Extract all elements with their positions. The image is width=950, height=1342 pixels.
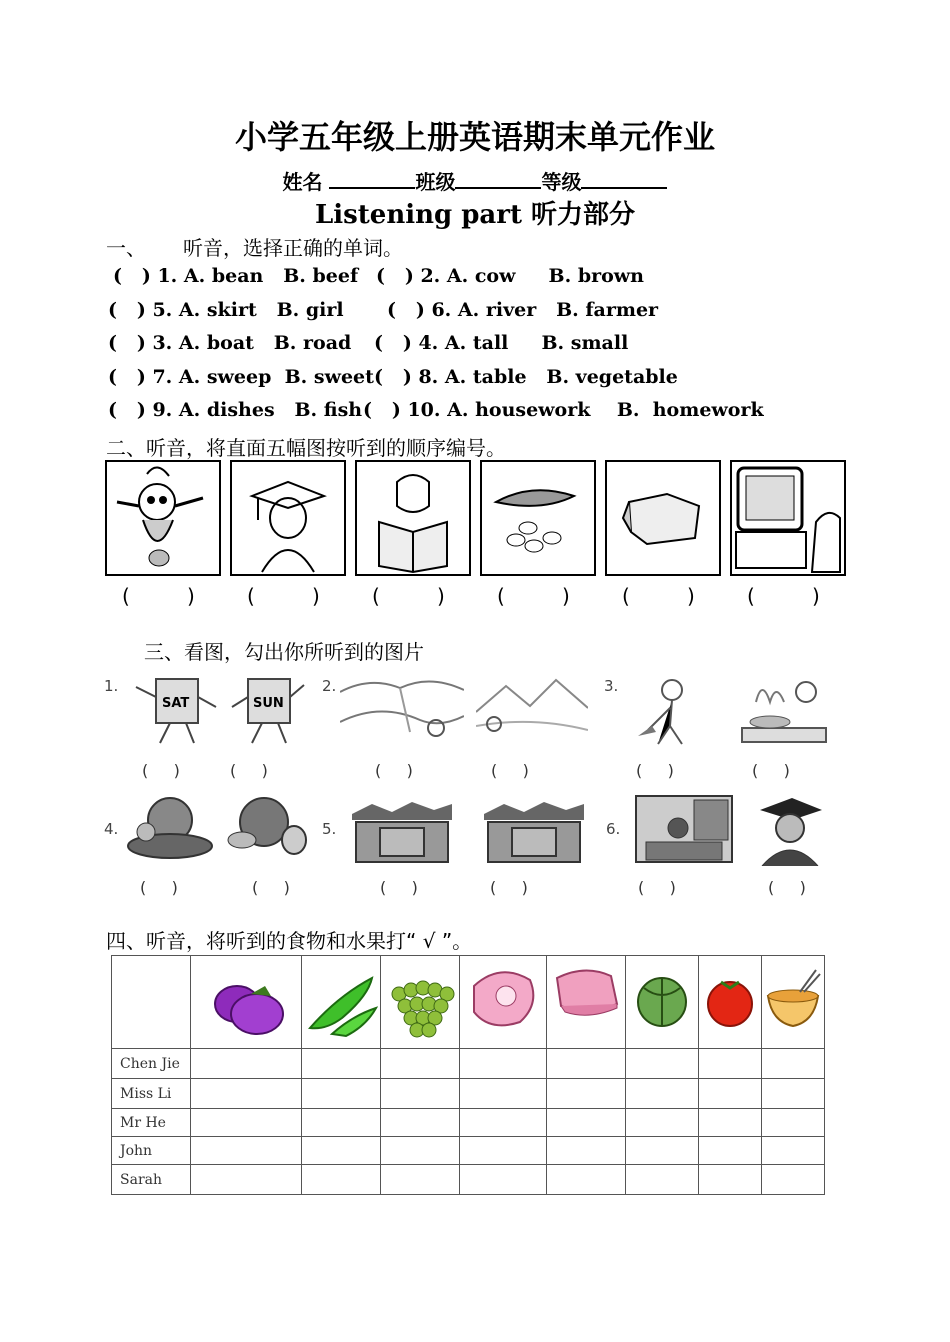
food-noodles: [762, 956, 825, 1049]
question-2[interactable]: ( ) 2. A. cow B. brown: [376, 265, 644, 287]
pick-paren-3b[interactable]: ( ): [752, 761, 790, 780]
broom-icon: [630, 670, 714, 748]
river-icon: [340, 672, 464, 740]
listening-subtitle: Listening part 听力部分: [314, 200, 636, 230]
picture-river: [340, 672, 464, 740]
name-blank[interactable]: [329, 169, 415, 189]
food-tomato: [699, 956, 762, 1049]
table-row: [112, 1165, 825, 1195]
pick-paren-1a[interactable]: ( ): [142, 761, 180, 780]
group-number-1: 1.: [104, 677, 119, 695]
food-peas: [302, 956, 381, 1049]
picture-sweeping: [630, 670, 714, 748]
stove-icon: [736, 668, 832, 748]
tofu-icon: [607, 462, 719, 574]
tomato-icon: [699, 956, 761, 1044]
eggplant-icon: [191, 956, 301, 1044]
table-row: [112, 1049, 825, 1079]
answer-paren-3[interactable]: ( ): [372, 584, 445, 608]
pick-paren-6a[interactable]: ( ): [638, 878, 676, 897]
pork-icon: [460, 956, 546, 1044]
question-5[interactable]: ( ) 5. A. skirt B. girl: [108, 299, 344, 321]
answer-paren-2[interactable]: ( ): [247, 584, 320, 608]
answer-paren-1[interactable]: ( ): [122, 584, 195, 608]
graduate-icon: [232, 462, 344, 574]
student-info-line: [0, 166, 950, 195]
class-label: 班级: [415, 170, 456, 194]
corner-cell: [112, 956, 191, 1049]
picture-graduation: [752, 794, 824, 866]
group-number-2: 2.: [322, 677, 337, 695]
pick-paren-2a[interactable]: ( ): [375, 761, 413, 780]
beans-icon: [482, 462, 594, 574]
question-1[interactable]: ( ) 1. A. bean B. beef: [113, 265, 359, 287]
section1-heading-num: 一、: [106, 236, 146, 260]
calendar-sun-icon: [228, 667, 308, 747]
picture-tv: [730, 460, 846, 576]
desk-icon: [634, 794, 734, 864]
tv-icon: [732, 462, 844, 574]
table-row: [112, 1079, 825, 1109]
beef-icon: [547, 956, 625, 1044]
group-number-6: 6.: [606, 820, 621, 838]
answer-paren-6[interactable]: ( ): [747, 584, 820, 608]
student-name: Mr He: [112, 1109, 191, 1137]
question-10[interactable]: ( ) 10. A. housework B. homework: [363, 399, 764, 421]
table-header-row: [112, 956, 825, 1049]
calendar-sat-icon: [130, 667, 220, 747]
picture-box-a: [352, 800, 452, 864]
student-name: Sarah: [112, 1165, 191, 1195]
pick-paren-6b[interactable]: ( ): [768, 878, 806, 897]
picture-cooking: [736, 668, 832, 748]
question-6[interactable]: ( ) 6. A. river B. farmer: [387, 299, 659, 321]
pick-paren-5a[interactable]: ( ): [380, 878, 418, 897]
section2-heading: 二、听音，将直面五幅图按听到的顺序编号。: [106, 436, 506, 460]
pick-paren-4b[interactable]: ( ): [252, 878, 290, 897]
picture-graduate: [230, 460, 346, 576]
grapes-icon: [381, 956, 459, 1044]
answer-paren-5[interactable]: ( ): [622, 584, 695, 608]
food-beef: [547, 956, 626, 1049]
group-number-3: 3.: [604, 677, 619, 695]
food-cabbage: [626, 956, 699, 1049]
picture-vegetables: [222, 794, 318, 860]
picture-office-desk: [634, 794, 734, 864]
book-icon: [357, 462, 469, 574]
question-4[interactable]: ( ) 4. A. tall B. small: [374, 332, 629, 354]
pick-paren-5b[interactable]: ( ): [490, 878, 528, 897]
food-eggplant: [191, 956, 302, 1049]
pick-paren-1b[interactable]: ( ): [230, 761, 268, 780]
food-grapes: [381, 956, 460, 1049]
question-9[interactable]: ( ) 9. A. dishes B. fish: [108, 399, 363, 421]
name-label: 姓名: [282, 170, 323, 194]
cabbage-icon: [626, 956, 698, 1044]
table-row: [112, 1137, 825, 1165]
table-row: [112, 1109, 825, 1137]
group-number-4: 4.: [104, 820, 119, 838]
mountain-icon: [476, 672, 588, 740]
grade-blank[interactable]: [581, 169, 667, 189]
sign-sat: SAT: [162, 696, 190, 711]
page-title: 小学五年级上册英语期末单元作业: [234, 118, 715, 156]
section4-heading: 四、听音，将听到的食物和水果打“ √ ”。: [106, 929, 473, 953]
section3-heading: 三、看图，勾出你所听到的图片: [144, 640, 424, 664]
picture-clown: [105, 460, 221, 576]
box-icon: [484, 800, 584, 864]
pick-paren-4a[interactable]: ( ): [140, 878, 178, 897]
picture-saturday: [130, 667, 220, 747]
picture-sunday: [228, 667, 308, 747]
peas-icon: [302, 956, 380, 1044]
graduate-icon: [752, 794, 824, 866]
class-blank[interactable]: [455, 169, 541, 189]
picture-reading-boy: [355, 460, 471, 576]
student-name: John: [112, 1137, 191, 1165]
picture-cabbage-basket: [124, 792, 216, 862]
sign-sun: SUN: [253, 696, 284, 711]
food-pork: [460, 956, 547, 1049]
box-icon: [352, 800, 452, 864]
answer-paren-4[interactable]: ( ): [497, 584, 570, 608]
group-number-5: 5.: [322, 820, 337, 838]
picture-tofu: [605, 460, 721, 576]
picture-box-b: [484, 800, 584, 864]
pick-paren-3a[interactable]: ( ): [636, 761, 674, 780]
food-check-table: [111, 955, 825, 1195]
cabbage-icon: [124, 792, 216, 862]
student-name: Miss Li: [112, 1079, 191, 1109]
question-7[interactable]: ( ) 7. A. sweep B. sweet: [108, 366, 374, 388]
noodles-icon: [762, 956, 824, 1044]
section1-heading: 听音，选择正确的单词。: [183, 236, 403, 260]
clown-icon: [107, 462, 219, 574]
question-8[interactable]: ( ) 8. A. table B. vegetable: [374, 366, 678, 388]
pick-paren-2b[interactable]: ( ): [491, 761, 529, 780]
picture-beans: [480, 460, 596, 576]
vegetables-icon: [222, 794, 318, 860]
grade-label: 等级: [541, 170, 582, 194]
picture-mountain: [476, 672, 588, 740]
student-name: Chen Jie: [112, 1049, 191, 1079]
question-3[interactable]: ( ) 3. A. boat B. road: [108, 332, 352, 354]
